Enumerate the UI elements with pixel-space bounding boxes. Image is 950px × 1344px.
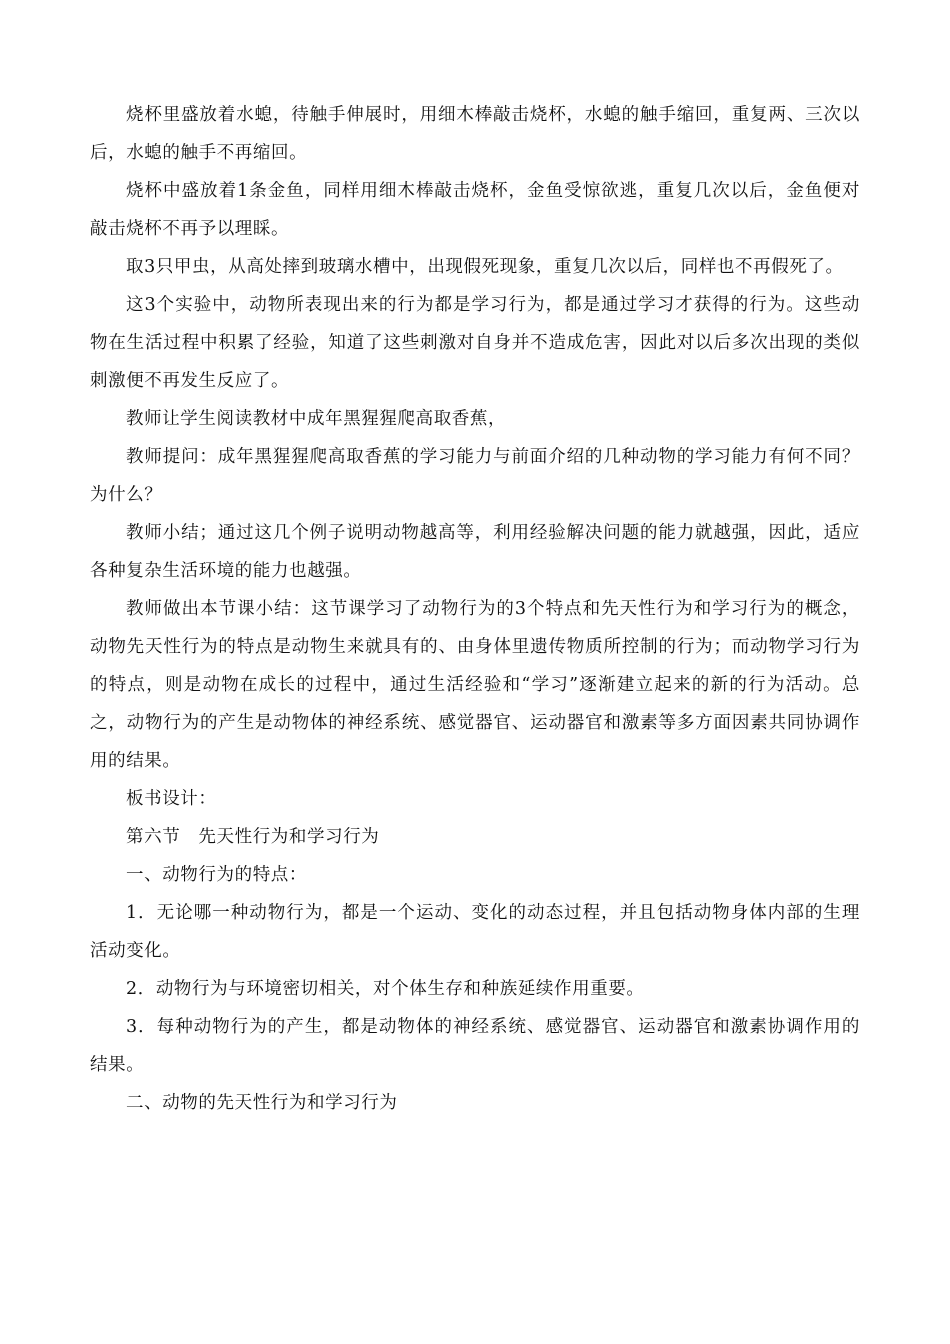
paragraph-hydra: 烧杯里盛放着水螅，待触手伸展时，用细木棒敲击烧杯，水螅的触手缩回，重复两、三次以后，水螅的触手不再缩回。: [90, 105, 860, 163]
paragraph-teacher-question: 教师提问：成年黑猩猩爬高取香蕉的学习能力与前面介绍的几种动物的学习能力有何不同？为什么？: [90, 447, 860, 505]
board-design-label: 板书设计：: [126, 789, 217, 809]
document-body: [90, 96, 860, 1122]
point-item: 3．每种动物行为的产生，都是动物体的神经系统、感觉器官、运动器官和激素协调作用的结果。: [90, 1017, 860, 1075]
paragraph-reading-task: 教师让学生阅读教材中成年黑猩猩爬高取香蕉，: [126, 409, 507, 429]
paragraph-experiment-summary: 这3个实验中，动物所表现出来的行为都是学习行为，都是通过学习才获得的行为。这些动物在生活过程中积累了经验，知道了这些刺激对自身并不造成危害，因此对以后多次出现的类似刺激便不再发生反应了。: [90, 295, 860, 391]
part-one-title: 一、动物行为的特点：: [126, 865, 307, 885]
paragraph-beetle: 取3只甲虫，从高处摔到玻璃水槽中，出现假死现象，重复几次以后，同样也不再假死了。: [126, 257, 844, 277]
part-two-title: 二、动物的先天性行为和学习行为: [126, 1093, 398, 1113]
point-item: 1．无论哪一种动物行为，都是一个运动、变化的动态过程，并且包括动物身体内部的生理活动变化。: [90, 903, 860, 961]
section-title: 第六节 先天性行为和学习行为: [126, 827, 380, 847]
paragraph-lesson-summary: 教师做出本节课小结：这节课学习了动物行为的3个特点和先天性行为和学习行为的概念，动物先天性行为的特点是动物生来就具有的、由身体里遗传物质所控制的行为；而动物学习行为的特点，则是动物在成长的过程中，通过生活经验和“学习”逐渐建立起来的新的行为活动。总之，动物行为的产生是动物体的神经系统、感觉器官、运动器官和激素等多方面因素共同协调作用的结果。: [90, 599, 860, 771]
point-item: 2．动物行为与环境密切相关，对个体生存和种族延续作用重要。: [126, 979, 645, 999]
paragraph-goldfish: 烧杯中盛放着1条金鱼，同样用细木棒敲击烧杯，金鱼受惊欲逃，重复几次以后，金鱼便对敲击烧杯不再予以理睬。: [90, 181, 860, 239]
paragraph-teacher-summary: 教师小结；通过这几个例子说明动物越高等，利用经验解决问题的能力就越强，因此，适应各种复杂生活环境的能力也越强。: [90, 523, 860, 581]
